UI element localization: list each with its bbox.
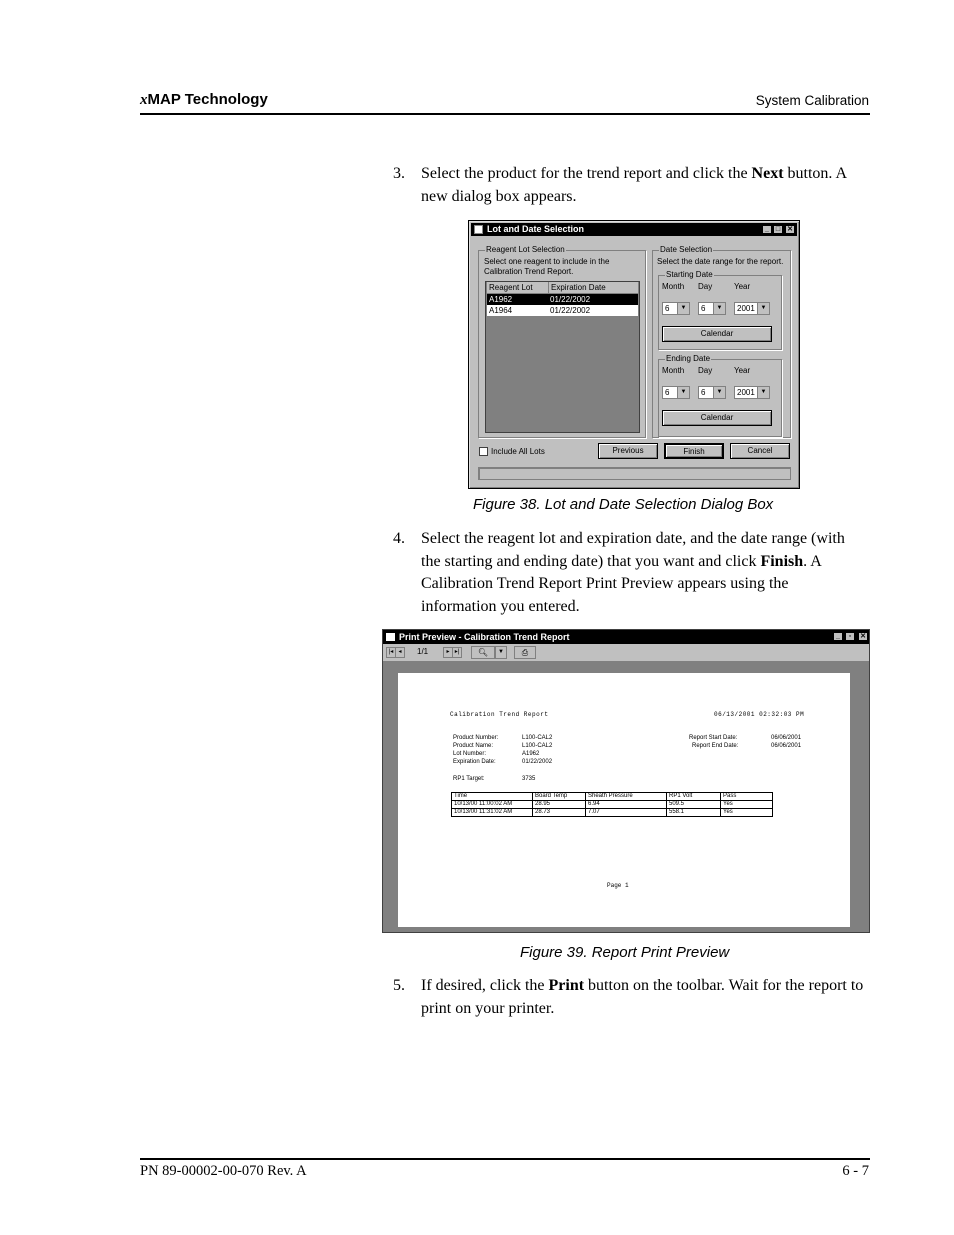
- maximize-icon[interactable]: □: [773, 225, 783, 234]
- step-4: [393, 528, 863, 620]
- dropdown-arrow-icon[interactable]: ▼: [713, 303, 725, 314]
- product-number-value: L100-CAL2: [522, 735, 553, 741]
- step-text-bold: Print: [548, 977, 585, 994]
- preview-toolbar: [383, 644, 869, 662]
- preview-title: Print Preview - Calibration Trend Report: [399, 632, 570, 642]
- start-year-value: 2001: [737, 304, 755, 313]
- step-number: 4.: [393, 530, 405, 547]
- next-page-icon[interactable]: ▸: [443, 647, 453, 658]
- step-text: [421, 975, 866, 1020]
- reagent-lot-list[interactable]: [485, 281, 640, 433]
- table-cell: 7.07: [586, 809, 667, 817]
- reagent-lot-group-label: Reagent Lot Selection: [486, 245, 565, 254]
- expiration-date-value: 01/22/2002: [522, 759, 553, 765]
- month-label: Month: [662, 366, 685, 375]
- year-label: Year: [734, 366, 751, 375]
- end-calendar-button[interactable]: Calendar: [662, 410, 772, 426]
- table-cell: Yes: [721, 809, 773, 817]
- month-label: Month: [662, 282, 685, 291]
- figure-38-caption: Figure 38. Lot and Date Selection Dialog Box: [473, 496, 774, 513]
- running-header-section: System Calibration: [755, 93, 869, 108]
- table-row: [452, 809, 773, 817]
- zoom-icon[interactable]: 🔍︎: [471, 646, 495, 659]
- table-header: Time: [452, 793, 533, 801]
- minimize-icon[interactable]: _: [833, 632, 843, 641]
- close-icon[interactable]: ✕: [858, 632, 868, 641]
- dialog-title-bar: [471, 223, 797, 236]
- include-all-label: Include All Lots: [491, 447, 545, 456]
- step-text: [421, 528, 866, 618]
- column-header-lot[interactable]: Reagent Lot: [489, 283, 533, 292]
- date-selection-group: [652, 245, 791, 438]
- footer-part-number: PN 89-00002-00-070 Rev. A: [140, 1163, 307, 1179]
- table-cell: 10/13/00 11:00:02 AM: [452, 801, 533, 809]
- print-preview-window: [382, 629, 870, 933]
- minimize-icon[interactable]: _: [762, 225, 772, 234]
- row-lot: A1962: [489, 295, 513, 304]
- table-cell: 10/13/00 11:31:02 AM: [452, 809, 533, 817]
- first-page-icon[interactable]: |◂: [386, 647, 396, 658]
- reagent-lot-group: [478, 245, 646, 438]
- table-header: RP1 Volt: [667, 793, 721, 801]
- table-header: Board Temp: [533, 793, 586, 801]
- end-day-value: 6: [701, 388, 706, 397]
- restore-icon[interactable]: ▫: [845, 632, 855, 641]
- row-exp: 01/22/2002: [550, 306, 591, 315]
- product-number-label: Product Number:: [453, 735, 499, 741]
- step-text-pre: If desired, click the: [421, 977, 549, 994]
- brand-rest: MAP Technology: [147, 91, 268, 108]
- dropdown-arrow-icon[interactable]: ▼: [713, 387, 725, 398]
- ending-date-label: Ending Date: [666, 354, 711, 363]
- step-text-post: . A Calibration Trend Report Print Preview appears using the information you entered.: [421, 552, 821, 615]
- dropdown-arrow-icon[interactable]: ▼: [757, 303, 769, 314]
- starting-date-label: Starting Date: [666, 270, 713, 279]
- lot-number-label: Lot Number:: [453, 751, 487, 757]
- end-year-value: 2001: [737, 388, 755, 397]
- step-text-bold: Finish: [760, 552, 804, 570]
- table-header: Pass: [721, 793, 773, 801]
- print-icon[interactable]: ⎙: [514, 646, 536, 659]
- end-date-label: Report End Date:: [692, 743, 739, 749]
- start-year-select[interactable]: [734, 302, 770, 315]
- running-header-title: [140, 91, 268, 109]
- table-cell: 28.73: [533, 809, 586, 817]
- table-cell: 558.1: [667, 809, 721, 817]
- table-row: [452, 801, 773, 809]
- rp1-target-value: 3735: [522, 776, 536, 782]
- end-month-value: 6: [665, 388, 670, 397]
- start-day-select[interactable]: [698, 302, 726, 315]
- list-row[interactable]: [487, 294, 638, 305]
- previous-button[interactable]: Previous: [598, 443, 658, 459]
- dropdown-arrow-icon[interactable]: ▼: [757, 387, 769, 398]
- table-cell: 6.94: [586, 801, 667, 809]
- lot-date-dialog: [468, 220, 800, 489]
- progress-bar: [478, 467, 791, 480]
- lot-number-value: A1962: [522, 751, 540, 757]
- report-timestamp: 06/13/2001 02:32:03 PM: [714, 711, 805, 718]
- day-label: Day: [698, 282, 713, 291]
- step-text-post: button. A new dialog box appears.: [421, 165, 847, 205]
- page-indicator: 1/1: [417, 647, 429, 656]
- brand-prefix: x: [140, 92, 148, 108]
- table-header-row: [452, 793, 773, 801]
- start-date-label: Report Start Date:: [689, 735, 738, 741]
- zoom-dropdown-icon[interactable]: ▼: [495, 646, 507, 659]
- header-rule: [140, 113, 870, 115]
- start-day-value: 6: [701, 304, 706, 313]
- dropdown-arrow-icon[interactable]: ▼: [677, 303, 689, 314]
- start-date-value: 06/06/2001: [771, 735, 802, 741]
- report-title: Calibration Trend Report: [450, 711, 549, 718]
- app-icon: [386, 633, 395, 641]
- end-year-select[interactable]: [734, 386, 770, 399]
- end-date-value: 06/06/2001: [771, 743, 802, 749]
- dialog-title: Lot and Date Selection: [487, 224, 585, 234]
- starting-date-group: [658, 270, 782, 350]
- product-name-value: L100-CAL2: [522, 743, 553, 749]
- footer-page-number: 6 - 7: [842, 1163, 869, 1179]
- reagent-help-text: Select one reagent to include in the Calibration Trend Report.: [484, 257, 610, 276]
- step-text-bold: Next: [751, 165, 784, 182]
- preview-title-bar: [383, 630, 869, 644]
- step-text-pre: Select the reagent lot and expiration date, and the date range (with the starting and ending date) that you want and click: [421, 530, 845, 570]
- row-exp: 01/22/2002: [550, 295, 591, 304]
- figure-39-caption: Figure 39. Report Print Preview: [520, 944, 730, 961]
- day-label: Day: [698, 366, 713, 375]
- list-row[interactable]: [487, 305, 638, 316]
- step-text-pre: Select the product for the trend report and click the: [421, 165, 752, 182]
- product-name-label: Product Name:: [453, 743, 494, 749]
- footer-rule: [140, 1158, 870, 1160]
- step-text-post: button on the toolbar. Wait for the report to print on your printer.: [421, 977, 864, 1017]
- cancel-button[interactable]: Cancel: [730, 443, 790, 459]
- end-day-select[interactable]: [698, 386, 726, 399]
- prev-page-icon[interactable]: ◂: [395, 647, 405, 658]
- table-cell: 28.95: [533, 801, 586, 809]
- table-cell: 509.5: [667, 801, 721, 809]
- finish-button[interactable]: Finish: [664, 443, 724, 459]
- end-month-select[interactable]: [662, 386, 690, 399]
- include-all-checkbox[interactable]: [479, 447, 488, 456]
- step-text: [421, 163, 866, 208]
- start-calendar-button[interactable]: Calendar: [662, 326, 772, 342]
- start-month-value: 6: [665, 304, 670, 313]
- last-page-icon[interactable]: ▸|: [452, 647, 462, 658]
- year-label: Year: [734, 282, 751, 291]
- ending-date-group: [658, 354, 782, 437]
- date-help-text: Select the date range for the report.: [657, 257, 784, 266]
- column-header-exp[interactable]: Expiration Date: [548, 282, 606, 293]
- table-cell: Yes: [721, 801, 773, 809]
- report-table: [451, 792, 773, 817]
- table-header: Sheath Pressure: [586, 793, 667, 801]
- step-3: [393, 163, 863, 209]
- preview-page: [398, 673, 850, 927]
- step-number: 5.: [393, 977, 405, 994]
- start-month-select[interactable]: [662, 302, 690, 315]
- step-number: 3.: [393, 165, 405, 182]
- expiration-date-label: Expiration Date:: [453, 759, 496, 765]
- report-page-footer: Page 1: [607, 882, 629, 889]
- row-lot: A1964: [489, 306, 513, 315]
- close-icon[interactable]: ✕: [785, 225, 795, 234]
- rp1-target-label: RP1 Target:: [453, 776, 485, 782]
- list-header: [487, 282, 638, 294]
- date-group-label: Date Selection: [660, 245, 713, 254]
- dropdown-arrow-icon[interactable]: ▼: [677, 387, 689, 398]
- app-icon: [474, 225, 483, 234]
- step-5: [393, 975, 863, 1021]
